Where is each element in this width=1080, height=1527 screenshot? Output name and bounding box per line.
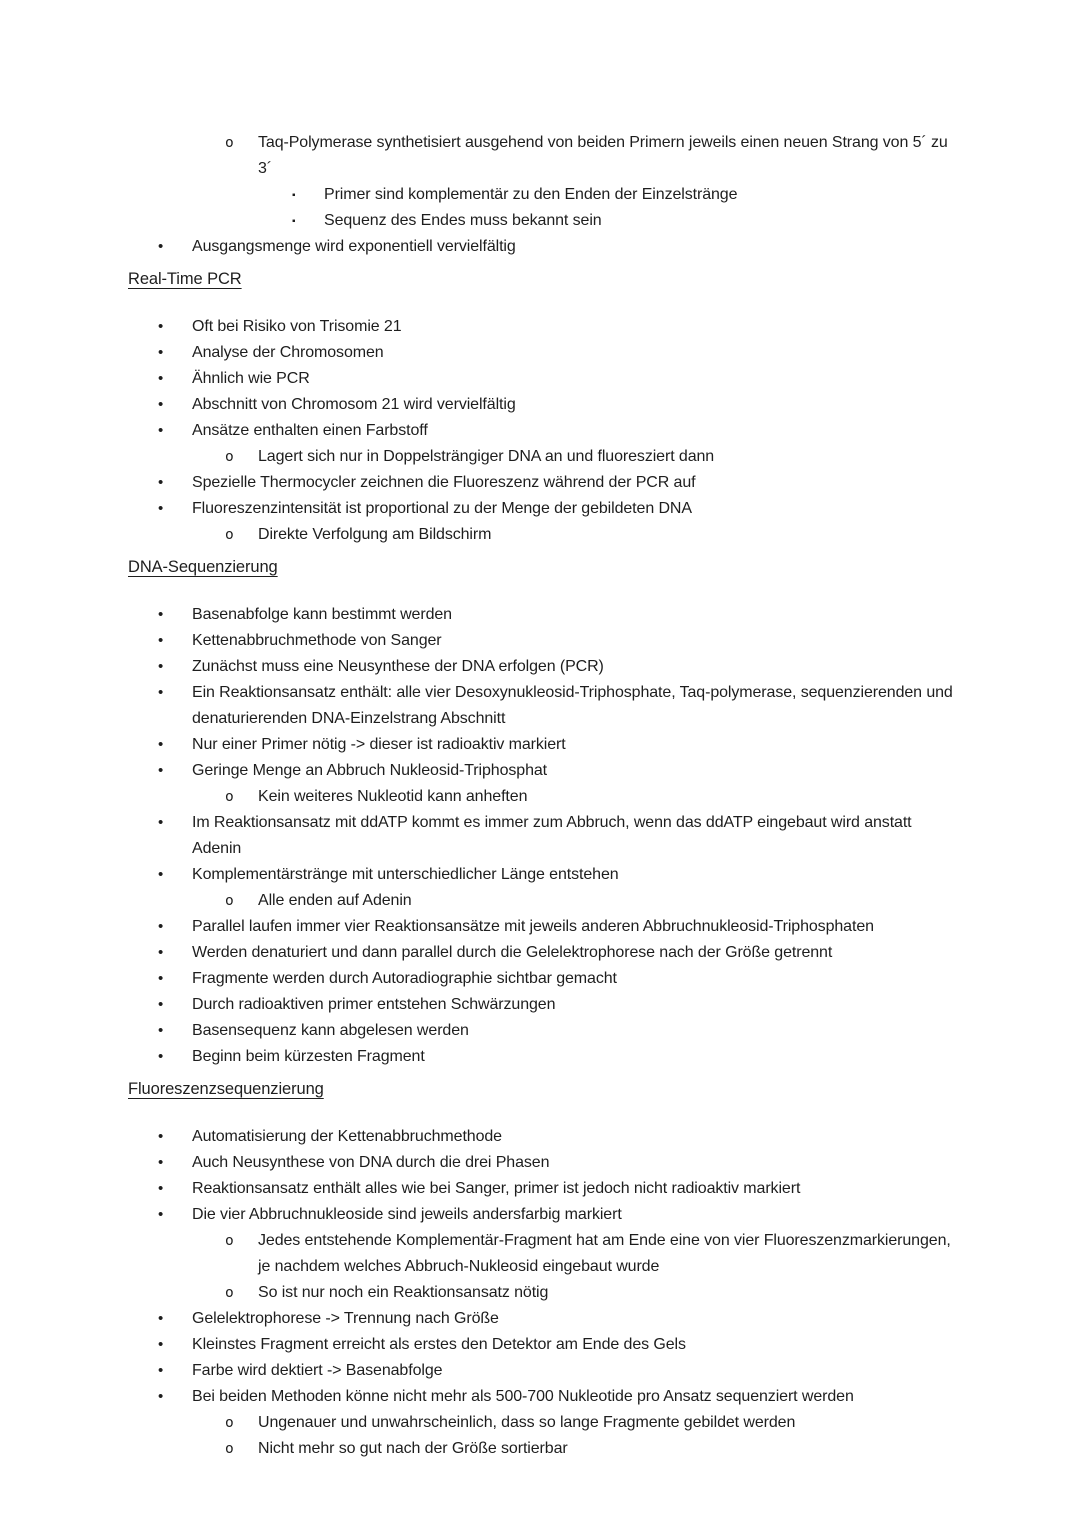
list-item-text: Die vier Abbruchnukleoside sind jeweils andersfarbig markiert — [192, 1206, 622, 1223]
bullet-disc-icon: • — [158, 970, 164, 987]
bullet-disc-icon: • — [158, 1362, 164, 1379]
list-item-text: Komplementärstränge mit unterschiedlicher Länge entstehen — [192, 866, 619, 883]
list-item-text: Direkte Verfolgung am Bildschirm — [258, 526, 492, 543]
bullet-disc-icon: • — [158, 1022, 164, 1039]
bullet-disc-icon: • — [158, 944, 164, 961]
list-item-text: Kein weiteres Nukleotid kann anheften — [258, 788, 528, 805]
bullet-disc-icon: • — [158, 866, 164, 883]
bullet-circle-icon: o — [225, 527, 234, 543]
list-item — [128, 1306, 956, 1332]
list-item-text: Automatisierung der Kettenabbruchmethode — [192, 1128, 502, 1145]
list-item — [128, 888, 956, 914]
bullet-disc-icon: • — [158, 474, 164, 491]
list-item-text: Basenabfolge kann bestimmt werden — [192, 606, 452, 623]
bullet-disc-icon: • — [158, 1048, 164, 1065]
list-item — [128, 810, 956, 862]
list-item — [128, 732, 956, 758]
bullet-circle-icon: o — [225, 1441, 234, 1457]
bullet-disc-icon: • — [158, 1336, 164, 1353]
list-item-text: Ansätze enthalten einen Farbstoff — [192, 422, 428, 439]
list-item — [128, 314, 956, 340]
list-item — [128, 628, 956, 654]
list-item-text: Primer sind komplementär zu den Enden der Einzelstränge — [324, 186, 738, 203]
list-item — [128, 1436, 956, 1462]
list-item — [128, 758, 956, 784]
bullet-circle-icon: o — [225, 135, 234, 151]
list-item-text: Beginn beim kürzesten Fragment — [192, 1048, 425, 1065]
list-item-text: Parallel laufen immer vier Reaktionsansätze mit jeweils anderen Abbruchnukleosid-Triphosphaten — [192, 918, 874, 935]
bullet-disc-icon: • — [158, 918, 164, 935]
list-item-text: Werden denaturiert und dann parallel durch die Gelelektrophorese nach der Größe getrennt — [192, 944, 833, 961]
list-item-text: Alle enden auf Adenin — [258, 892, 412, 909]
list-item-text: Lagert sich nur in Doppelsträngiger DNA an und fluoresziert dann — [258, 448, 715, 465]
list-item — [128, 1044, 956, 1070]
bullet-disc-icon: • — [158, 238, 164, 255]
bullet-disc-icon: • — [158, 684, 164, 701]
list-item — [128, 784, 956, 810]
list-item-text: Fluoreszenzintensität ist proportional zu der Menge der gebildeten DNA — [192, 500, 692, 517]
bullet-disc-icon: • — [158, 1128, 164, 1145]
list-item-text: Sequenz des Endes muss bekannt sein — [324, 212, 602, 229]
list-item — [128, 680, 956, 732]
list-item-text: Nicht mehr so gut nach der Größe sortierbar — [258, 1440, 568, 1457]
list-item — [128, 418, 956, 444]
list-item-text: Auch Neusynthese von DNA durch die drei Phasen — [192, 1154, 550, 1171]
list-item-text: Spezielle Thermocycler zeichnen die Fluoreszenz während der PCR auf — [192, 474, 696, 491]
list-item — [128, 444, 956, 470]
bullet-disc-icon: • — [158, 500, 164, 517]
list-item-text: Nur einer Primer nötig -> dieser ist radioaktiv markiert — [192, 736, 566, 753]
list-item — [128, 914, 956, 940]
list-item — [128, 1410, 956, 1436]
list-item — [128, 1358, 956, 1384]
bullet-disc-icon: • — [158, 606, 164, 623]
bullet-circle-icon: o — [225, 449, 234, 465]
list-item — [128, 992, 956, 1018]
bullet-circle-icon: o — [225, 1233, 234, 1249]
list-item-text: Geringe Menge an Abbruch Nukleosid-Triphosphat — [192, 762, 548, 779]
list-item-text: Ungenauer und unwahrscheinlich, dass so lange Fragmente gebildet werden — [258, 1414, 796, 1431]
list-item — [128, 966, 956, 992]
bullet-disc-icon: • — [158, 1180, 164, 1197]
list-item — [128, 654, 956, 680]
list-item — [128, 602, 956, 628]
bullet-disc-icon: • — [158, 658, 164, 675]
list-item — [128, 208, 956, 234]
list-item-text: Jedes entstehende Komplementär-Fragment hat am Ende eine von vier Fluoreszenzmarkierungen, je nachdem welches Abbruch-Nukleosid eingebaut wurde — [258, 1232, 951, 1275]
list-item — [128, 1124, 956, 1150]
list-item-text: Oft bei Risiko von Trisomie 21 — [192, 318, 402, 335]
list-item — [128, 182, 956, 208]
section-heading: DNA-Sequenzierung — [128, 558, 278, 576]
section-heading: Fluoreszenzsequenzierung — [128, 1080, 324, 1098]
list-item-text: Ein Reaktionsansatz enthält: alle vier Desoxynukleosid-Triphosphate, Taq-polymerase, sequenzierenden und denaturierenden DNA-Einzelstrang Abschnitt — [192, 684, 953, 727]
list-item-text: Abschnitt von Chromosom 21 wird vervielfältig — [192, 396, 516, 413]
bullet-disc-icon: • — [158, 422, 164, 439]
list-item — [128, 1384, 956, 1410]
list-item-text: Ausgangsmenge wird exponentiell vervielfältig — [192, 238, 516, 255]
list-item-text: Reaktionsansatz enthält alles wie bei Sanger, primer ist jedoch nicht radioaktiv markiert — [192, 1180, 801, 1197]
list-item — [128, 862, 956, 888]
bullet-circle-icon: o — [225, 789, 234, 805]
bullet-circle-icon: o — [225, 1415, 234, 1431]
bullet-disc-icon: • — [158, 632, 164, 649]
list-item-text: Taq-Polymerase synthetisiert ausgehend von beiden Primern jeweils einen neuen Strang von 5´ zu 3´ — [258, 134, 948, 177]
bullet-disc-icon: • — [158, 318, 164, 335]
list-item — [128, 1018, 956, 1044]
list-item — [128, 234, 956, 260]
bullet-disc-icon: • — [158, 370, 164, 387]
list-item-text: So ist nur noch ein Reaktionsansatz nötig — [258, 1284, 549, 1301]
list-item-text: Basensequenz kann abgelesen werden — [192, 1022, 469, 1039]
list-item — [128, 496, 956, 522]
bullet-disc-icon: • — [158, 396, 164, 413]
list-item — [128, 1150, 956, 1176]
bullet-disc-icon: • — [158, 814, 164, 831]
list-item-text: Kleinstes Fragment erreicht als erstes den Detektor am Ende des Gels — [192, 1336, 686, 1353]
list-item-text: Farbe wird dektiert -> Basenabfolge — [192, 1362, 443, 1379]
list-item-text: Im Reaktionsansatz mit ddATP kommt es immer zum Abbruch, wenn das ddATP eingebaut wird anstatt Adenin — [192, 814, 912, 857]
bullet-disc-icon: • — [158, 1206, 164, 1223]
list-item — [128, 392, 956, 418]
section-heading: Real-Time PCR — [128, 270, 242, 288]
list-item-text: Analyse der Chromosomen — [192, 344, 384, 361]
list-item — [128, 470, 956, 496]
bullet-disc-icon: • — [158, 996, 164, 1013]
list-item-text: Durch radioaktiven primer entstehen Schwärzungen — [192, 996, 556, 1013]
list-item — [128, 366, 956, 392]
bullet-disc-icon: • — [158, 1388, 164, 1405]
list-item — [128, 1228, 956, 1280]
bullet-disc-icon: • — [158, 1310, 164, 1327]
bullet-square-icon: ▪ — [292, 216, 296, 227]
bullet-disc-icon: • — [158, 1154, 164, 1171]
list-item — [128, 1332, 956, 1358]
bullet-disc-icon: • — [158, 344, 164, 361]
bullet-circle-icon: o — [225, 893, 234, 909]
list-item-text: Gelelektrophorese -> Trennung nach Größe — [192, 1310, 499, 1327]
list-item — [128, 1202, 956, 1228]
bullet-disc-icon: • — [158, 736, 164, 753]
list-item-text: Ähnlich wie PCR — [192, 370, 310, 387]
list-item — [128, 522, 956, 548]
list-item — [128, 340, 956, 366]
list-item — [128, 940, 956, 966]
list-item-text: Zunächst muss eine Neusynthese der DNA erfolgen (PCR) — [192, 658, 604, 675]
list-item-text: Fragmente werden durch Autoradiographie sichtbar gemacht — [192, 970, 617, 987]
bullet-square-icon: ▪ — [292, 190, 296, 201]
bullet-circle-icon: o — [225, 1285, 234, 1301]
list-item-text: Bei beiden Methoden könne nicht mehr als 500-700 Nukleotide pro Ansatz sequenziert werden — [192, 1388, 854, 1405]
list-item-text: Kettenabbruchmethode von Sanger — [192, 632, 442, 649]
list-item — [128, 1280, 956, 1306]
list-item — [128, 130, 956, 182]
list-item — [128, 1176, 956, 1202]
bullet-disc-icon: • — [158, 762, 164, 779]
